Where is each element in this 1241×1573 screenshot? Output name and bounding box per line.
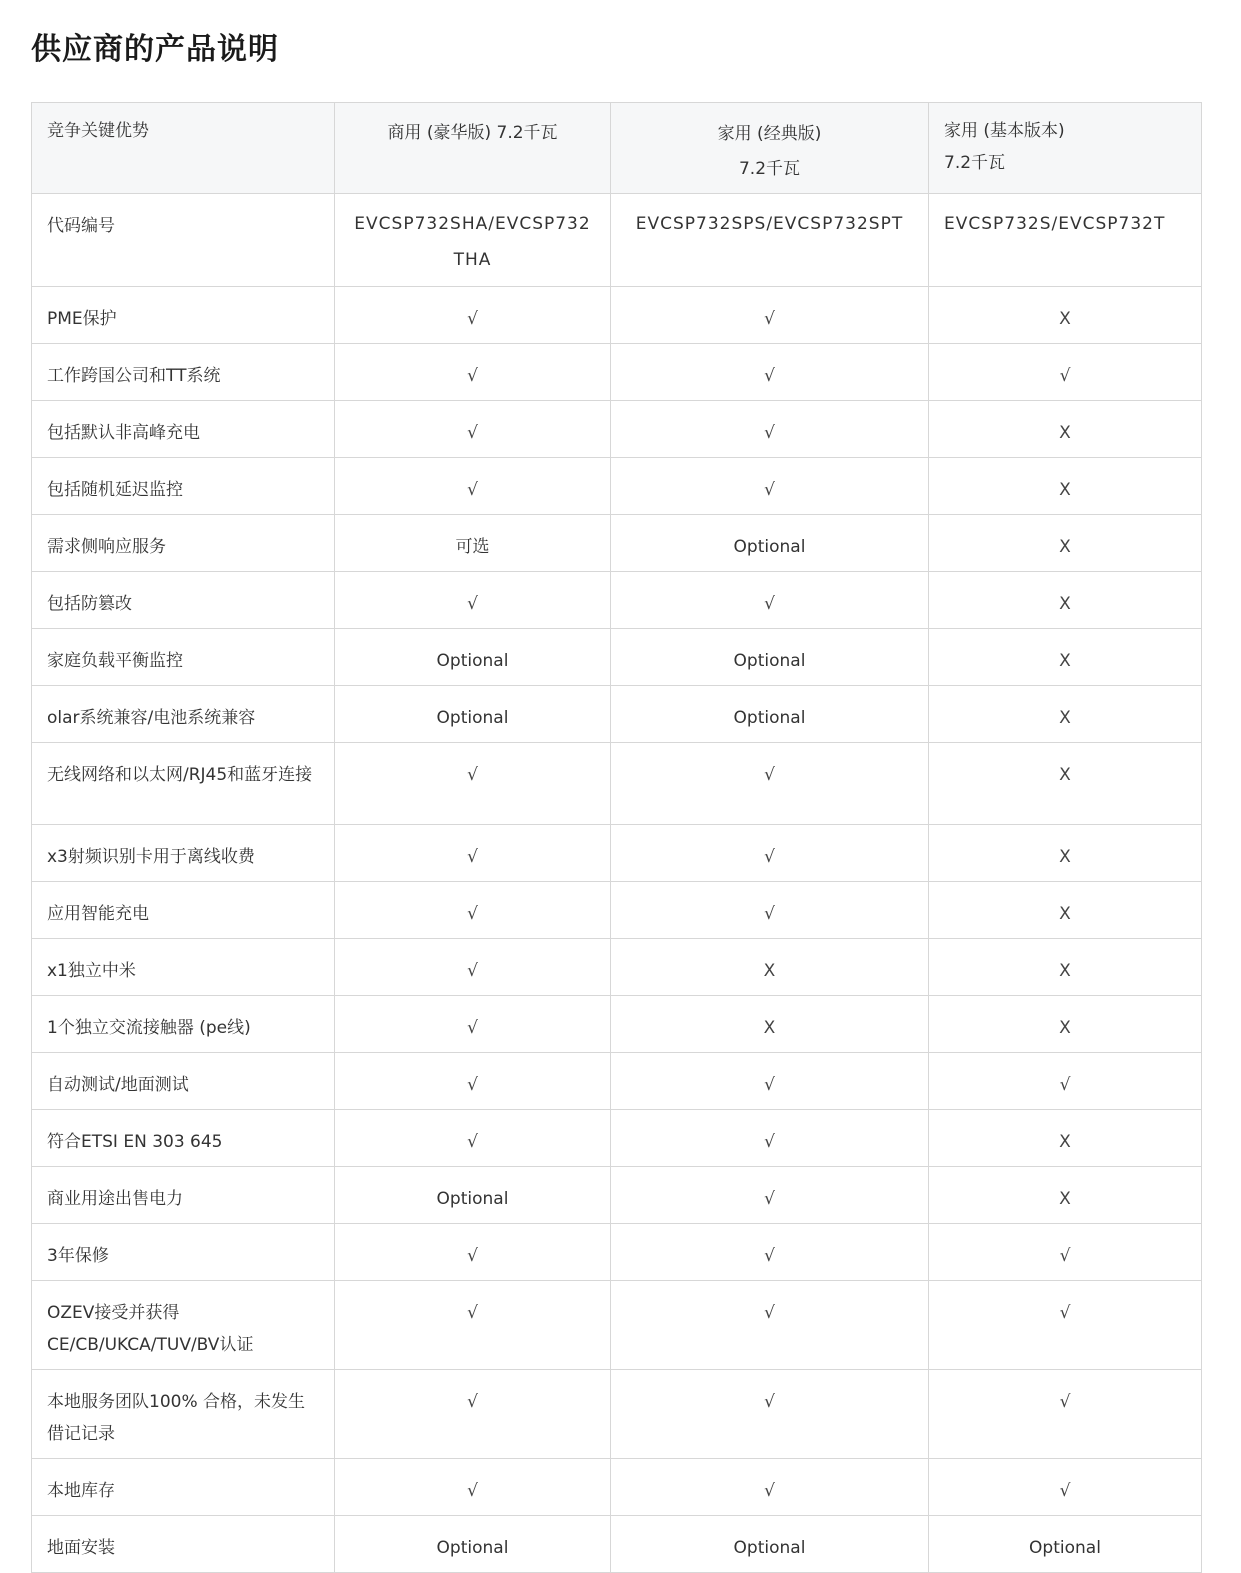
value-cell: [929, 882, 1202, 939]
cell-value: √: [764, 594, 775, 614]
value-cell: [611, 1167, 929, 1224]
feature-label: 无线网络和以太网/RJ45和蓝牙连接: [47, 765, 313, 785]
cell-value: √: [764, 309, 775, 329]
cell-value: √: [467, 309, 478, 329]
table-header-row: [32, 103, 1202, 194]
table-row: [32, 825, 1202, 882]
feature-label: 商业用途出售电力: [47, 1189, 183, 1209]
feature-cell: [32, 401, 335, 458]
value-cell: [611, 629, 929, 686]
feature-cell: [32, 686, 335, 743]
cell-value: Optional: [436, 708, 509, 728]
feature-label: 家庭负载平衡监控: [47, 651, 183, 671]
feature-cell: [32, 743, 335, 825]
cell-value: 可选: [455, 537, 490, 557]
cell-value: √: [467, 1018, 478, 1038]
value-cell: [611, 1053, 929, 1110]
cell-value: √: [467, 1075, 478, 1095]
table-row: [32, 287, 1202, 344]
header-cell-feature: [32, 103, 335, 194]
value-cell: [611, 344, 929, 401]
cell-value: Optional: [733, 708, 806, 728]
cell-value: X: [763, 961, 776, 981]
value-cell: [335, 882, 611, 939]
cell-value: EVCSP732SHA/EVCSP732THA: [354, 214, 591, 270]
value-cell: [335, 515, 611, 572]
table-row: [32, 1370, 1202, 1459]
header-cell-commercial: [335, 103, 611, 194]
header-label: 家用 (经典版) 7.2千瓦: [717, 124, 822, 179]
table-row: [32, 572, 1202, 629]
value-cell: [929, 1110, 1202, 1167]
value-cell: [335, 287, 611, 344]
value-cell: [611, 1516, 929, 1573]
cell-value: Optional: [733, 537, 806, 557]
cell-value: √: [764, 1303, 775, 1323]
value-cell: [929, 939, 1202, 996]
cell-value: √: [467, 480, 478, 500]
value-cell: [929, 194, 1202, 287]
value-cell: [335, 939, 611, 996]
table-row: [32, 1167, 1202, 1224]
table-row: [32, 743, 1202, 825]
cell-value: Optional: [733, 651, 806, 671]
cell-value: √: [1059, 1246, 1071, 1266]
table-row: [32, 458, 1202, 515]
value-cell: [335, 1281, 611, 1370]
cell-value: X: [1059, 1132, 1071, 1152]
table-row: [32, 401, 1202, 458]
cell-value: Optional: [436, 1538, 509, 1558]
feature-cell: [32, 939, 335, 996]
value-cell: [929, 515, 1202, 572]
table-row: [32, 996, 1202, 1053]
cell-value: √: [764, 1481, 775, 1501]
value-cell: [929, 458, 1202, 515]
feature-label: 符合ETSI EN 303 645: [47, 1132, 223, 1152]
value-cell: [335, 1459, 611, 1516]
feature-label: 工作跨国公司和TT系统: [47, 366, 221, 386]
table-row: [32, 1516, 1202, 1573]
cell-value: X: [1059, 708, 1071, 728]
cell-value: √: [764, 1132, 775, 1152]
cell-value: √: [764, 366, 775, 386]
table-row: [32, 194, 1202, 287]
cell-value: √: [467, 366, 478, 386]
cell-value: √: [467, 961, 478, 981]
value-cell: [611, 743, 929, 825]
feature-label: 地面安装: [47, 1538, 115, 1558]
value-cell: [611, 401, 929, 458]
cell-value: √: [764, 1392, 775, 1412]
table-row: [32, 1110, 1202, 1167]
feature-label: OZEV接受并获得CE/CB/UKCA/TUV/BV认证: [47, 1303, 254, 1355]
cell-value: X: [1059, 594, 1071, 614]
table-row: [32, 344, 1202, 401]
feature-label: 3年保修: [47, 1246, 109, 1266]
feature-cell: [32, 287, 335, 344]
value-cell: [611, 572, 929, 629]
feature-cell: [32, 1053, 335, 1110]
value-cell: [335, 629, 611, 686]
table-row: [32, 939, 1202, 996]
header-cell-home-classic: [611, 103, 929, 194]
value-cell: [335, 458, 611, 515]
value-cell: [611, 194, 929, 287]
feature-cell: [32, 825, 335, 882]
feature-cell: [32, 515, 335, 572]
value-cell: [611, 825, 929, 882]
value-cell: [929, 686, 1202, 743]
cell-value: √: [467, 847, 478, 867]
value-cell: [611, 515, 929, 572]
value-cell: [335, 1516, 611, 1573]
value-cell: [929, 825, 1202, 882]
cell-value: Optional: [436, 651, 509, 671]
cell-value: √: [1059, 1075, 1071, 1095]
value-cell: [335, 1167, 611, 1224]
feature-label: 代码编号: [47, 216, 115, 236]
feature-label: 包括随机延迟监控: [47, 480, 183, 500]
value-cell: [611, 287, 929, 344]
feature-label: 需求侧响应服务: [47, 537, 166, 557]
cell-value: √: [1059, 1481, 1071, 1501]
cell-value: X: [1059, 480, 1071, 500]
value-cell: [611, 1459, 929, 1516]
cell-value: Optional: [1029, 1538, 1101, 1558]
cell-value: √: [467, 904, 478, 924]
value-cell: [335, 1370, 611, 1459]
cell-value: √: [467, 1481, 478, 1501]
value-cell: [929, 1370, 1202, 1459]
cell-value: EVCSP732S/EVCSP732T: [944, 214, 1166, 234]
table-row: [32, 686, 1202, 743]
value-cell: [335, 996, 611, 1053]
feature-label: x3射频识别卡用于离线收费: [47, 847, 255, 867]
value-cell: [335, 1224, 611, 1281]
value-cell: [929, 572, 1202, 629]
cell-value: √: [467, 1303, 478, 1323]
value-cell: [929, 401, 1202, 458]
cell-value: √: [1059, 366, 1071, 386]
feature-cell: [32, 1224, 335, 1281]
value-cell: [929, 743, 1202, 825]
cell-value: √: [1059, 1303, 1071, 1323]
cell-value: √: [467, 1392, 478, 1412]
cell-value: X: [1059, 1018, 1071, 1038]
feature-cell: [32, 1281, 335, 1370]
value-cell: [611, 458, 929, 515]
feature-cell: [32, 1370, 335, 1459]
table-row: [32, 515, 1202, 572]
value-cell: [335, 572, 611, 629]
feature-label: 本地服务团队100% 合格，未发生借记记录: [47, 1392, 306, 1444]
value-cell: [335, 686, 611, 743]
page-title: 供应商的产品说明: [31, 32, 279, 67]
feature-label: x1独立中米: [47, 961, 136, 981]
value-cell: [335, 1110, 611, 1167]
value-cell: [929, 996, 1202, 1053]
header-cell-home-basic: [929, 103, 1202, 194]
table-row: [32, 629, 1202, 686]
cell-value: √: [1059, 1392, 1071, 1412]
header-label: 家用 (基本版本) 7.2千瓦: [944, 121, 1065, 173]
cell-value: √: [764, 1075, 775, 1095]
feature-cell: [32, 344, 335, 401]
value-cell: [929, 629, 1202, 686]
value-cell: [929, 1459, 1202, 1516]
cell-value: √: [764, 847, 775, 867]
feature-label: PME保护: [47, 309, 117, 329]
feature-label: olar系统兼容/电池系统兼容: [47, 708, 256, 728]
feature-label: 自动测试/地面测试: [47, 1075, 189, 1095]
value-cell: [929, 287, 1202, 344]
feature-label: 应用智能充电: [47, 904, 149, 924]
cell-value: Optional: [733, 1538, 806, 1558]
cell-value: √: [467, 765, 478, 785]
feature-label: 包括默认非高峰充电: [47, 423, 200, 443]
table-row: [32, 1224, 1202, 1281]
value-cell: [611, 1224, 929, 1281]
table-row: [32, 882, 1202, 939]
value-cell: [611, 1110, 929, 1167]
feature-cell: [32, 1110, 335, 1167]
value-cell: [929, 1167, 1202, 1224]
value-cell: [611, 996, 929, 1053]
value-cell: [929, 1053, 1202, 1110]
cell-value: X: [763, 1018, 776, 1038]
table-row: [32, 1281, 1202, 1370]
cell-value: X: [1059, 904, 1071, 924]
cell-value: X: [1059, 423, 1071, 443]
feature-label: 包括防篡改: [47, 594, 132, 614]
value-cell: [335, 344, 611, 401]
value-cell: [335, 401, 611, 458]
cell-value: √: [467, 594, 478, 614]
value-cell: [929, 344, 1202, 401]
value-cell: [929, 1281, 1202, 1370]
cell-value: √: [764, 1246, 775, 1266]
value-cell: [335, 1053, 611, 1110]
cell-value: √: [764, 765, 775, 785]
cell-value: X: [1059, 1189, 1071, 1209]
value-cell: [335, 743, 611, 825]
cell-value: X: [1059, 961, 1071, 981]
cell-value: X: [1059, 847, 1071, 867]
cell-value: X: [1059, 651, 1071, 671]
cell-value: √: [467, 1246, 478, 1266]
cell-value: X: [1059, 537, 1071, 557]
cell-value: √: [764, 480, 775, 500]
feature-label: 1个独立交流接触器 (pe线): [47, 1018, 251, 1038]
feature-cell: [32, 1167, 335, 1224]
feature-label: 本地库存: [47, 1481, 115, 1501]
cell-value: √: [764, 1189, 775, 1209]
feature-cell: [32, 194, 335, 287]
value-cell: [335, 825, 611, 882]
table-row: [32, 1053, 1202, 1110]
feature-cell: [32, 1516, 335, 1573]
value-cell: [611, 686, 929, 743]
cell-value: X: [1059, 765, 1071, 785]
value-cell: [611, 1281, 929, 1370]
value-cell: [929, 1224, 1202, 1281]
value-cell: [611, 1370, 929, 1459]
header-label: 商用 (豪华版) 7.2千瓦: [387, 123, 558, 143]
value-cell: [335, 194, 611, 287]
value-cell: [611, 882, 929, 939]
cell-value: X: [1059, 309, 1071, 329]
product-spec-table: [31, 102, 1202, 1573]
cell-value: √: [764, 423, 775, 443]
feature-cell: [32, 572, 335, 629]
feature-cell: [32, 629, 335, 686]
cell-value: Optional: [436, 1189, 509, 1209]
feature-cell: [32, 996, 335, 1053]
value-cell: [611, 939, 929, 996]
header-label: 竞争关键优势: [47, 121, 149, 141]
feature-cell: [32, 458, 335, 515]
cell-value: √: [467, 423, 478, 443]
table-row: [32, 1459, 1202, 1516]
feature-cell: [32, 882, 335, 939]
feature-cell: [32, 1459, 335, 1516]
value-cell: [929, 1516, 1202, 1573]
cell-value: √: [467, 1132, 478, 1152]
cell-value: EVCSP732SPS/EVCSP732SPT: [635, 214, 904, 234]
cell-value: √: [764, 904, 775, 924]
